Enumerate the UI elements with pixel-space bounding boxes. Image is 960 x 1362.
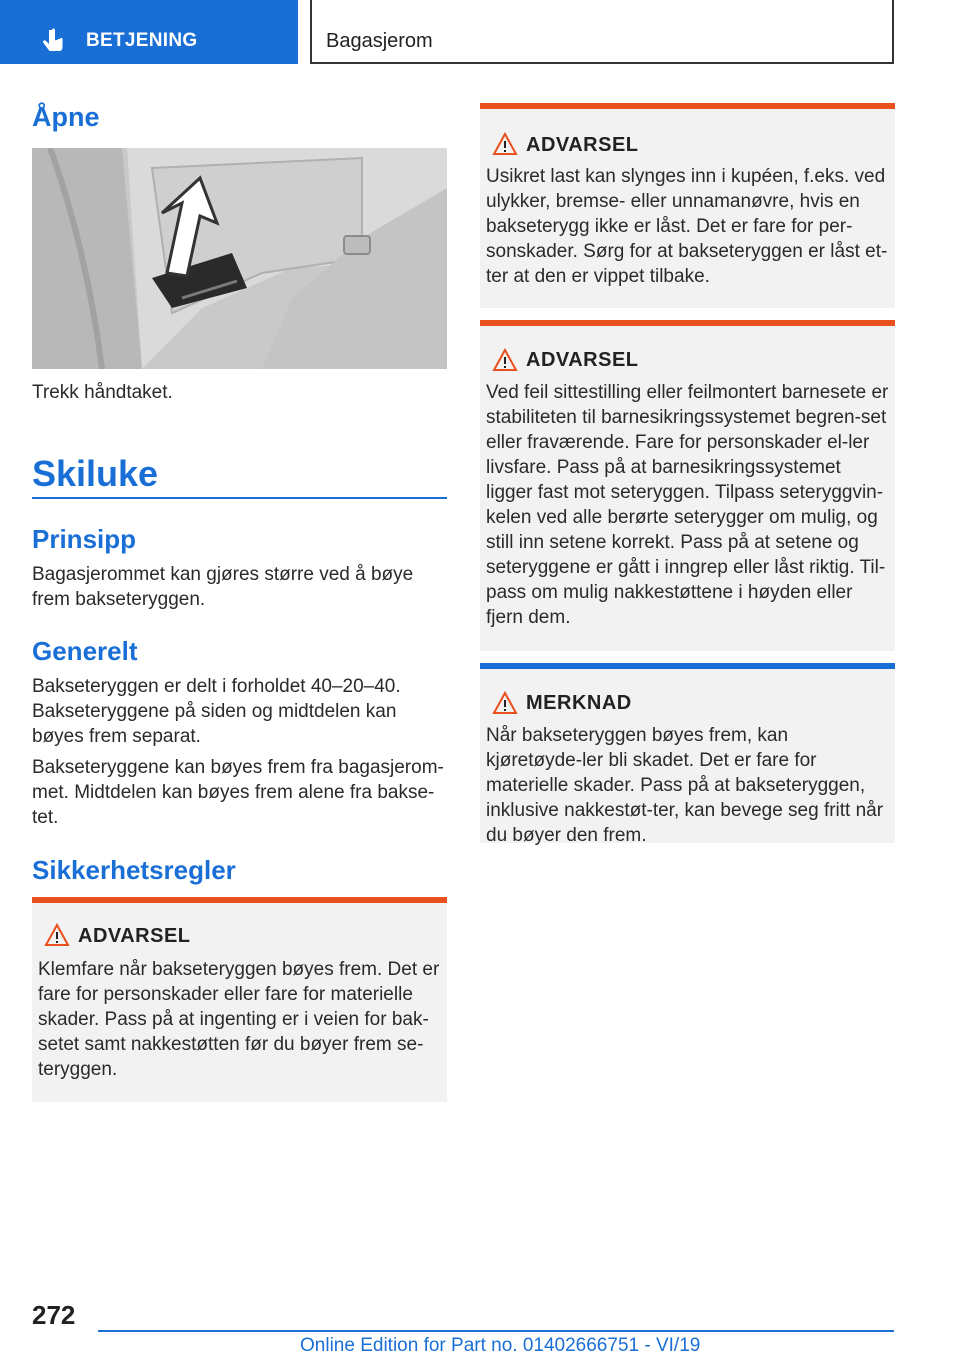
warning-bar [32,897,447,903]
notice-bar [480,663,895,669]
heading-rule [32,497,447,499]
notice-text: Når bakseteryggen bøyes frem, kan kjøretøyde-ler bli skadet. Det er fare for materielle skader. Pass på at bakseteryggen, inklusive nakkestøt-ter, kan bevege seg fritt når du bøyer den frem. [486,725,884,846]
warning-triangle-icon [492,348,518,372]
warning-triangle-icon [492,132,518,156]
section-label: BETJENING [86,30,198,51]
notice-box [480,663,895,846]
warning-text: Ved feil sittestilling eller feilmontert barnesete er stabiliteten til barnesikringssystemet begren-set eller fraværende. Fare for personskader el-ler livsfare. Pass på at barnesikringssystemet ligger fast mot seteryggen. Tilpass seteryggvin-kelen ved alle berørte seterygger om mulig, og still inn setene korrekt. Pass på at setene og seteryggene er gått i inngrep eller låst riktig. Til-pass om mulig nakkestøttene i høyden eller fjern dem. [486,382,889,628]
edition-note: Online Edition for Part no. 01402666751 - VI/19 [300,1335,701,1356]
sikkerhet-heading: Sikkerhetsregler [32,855,236,885]
warning-text: Usikret last kan slynges inn i kupéen, f.eks. ved ulykker, bremse- eller unnamanøvre, hvis en bakseterygg ikke er låst. Det er fare for per-sonskader. Sørg for at bakseteryggen er låst et-ter at den er vippet tilbake. [486,166,888,287]
hand-pointer-icon [40,28,64,56]
warning-triangle-icon [492,691,518,715]
chapter-title: Bagasjerom [326,30,433,52]
generelt-heading: Generelt [32,636,138,666]
trunk-handle-photo [32,148,447,369]
footer-rule [98,1330,894,1332]
photo-caption: Trekk håndtaket. [32,382,173,403]
skiluke-heading: Skiluke [32,453,159,494]
warning-title: ADVARSEL [526,134,639,156]
warning-box-cargo [480,103,895,308]
warning-bar [480,320,895,326]
generelt-text-2: Bakseteryggene kan bøyes frem fra bagasjerom-met. Midtdelen kan bøyes frem alene fra bakse-tet. [32,757,444,828]
generelt-text-1: Bakseteryggen er delt i forholdet 40–20–40. Bakseteryggene på siden og midtdelen kan bøyes frem separat. [32,676,401,747]
warning-title: ADVARSEL [526,349,639,371]
page-number: 272 [32,1300,76,1330]
open-heading: Åpne [32,102,100,132]
section-tab[interactable] [0,0,298,64]
chapter-tab [310,0,894,64]
warning-triangle-icon [44,923,70,947]
warning-title: ADVARSEL [78,925,191,947]
prinsipp-heading: Prinsipp [32,524,137,554]
prinsipp-text: Bagasjerommet kan gjøres større ved å bøye frem bakseteryggen. [32,564,414,610]
warning-box-childseat [480,320,895,651]
warning-box-pinch [32,897,447,1102]
trunk-photo-illustration [32,148,447,369]
notice-title: MERKNAD [526,692,632,714]
warning-text: Klemfare når bakseteryggen bøyes frem. Det er fare for personskader eller fare for materielle skader. Pass på at ingenting er i veien for bak-setet samt nakkestøtten før du bøyer frem se-teryggen. [38,959,440,1080]
warning-bar [480,103,895,109]
